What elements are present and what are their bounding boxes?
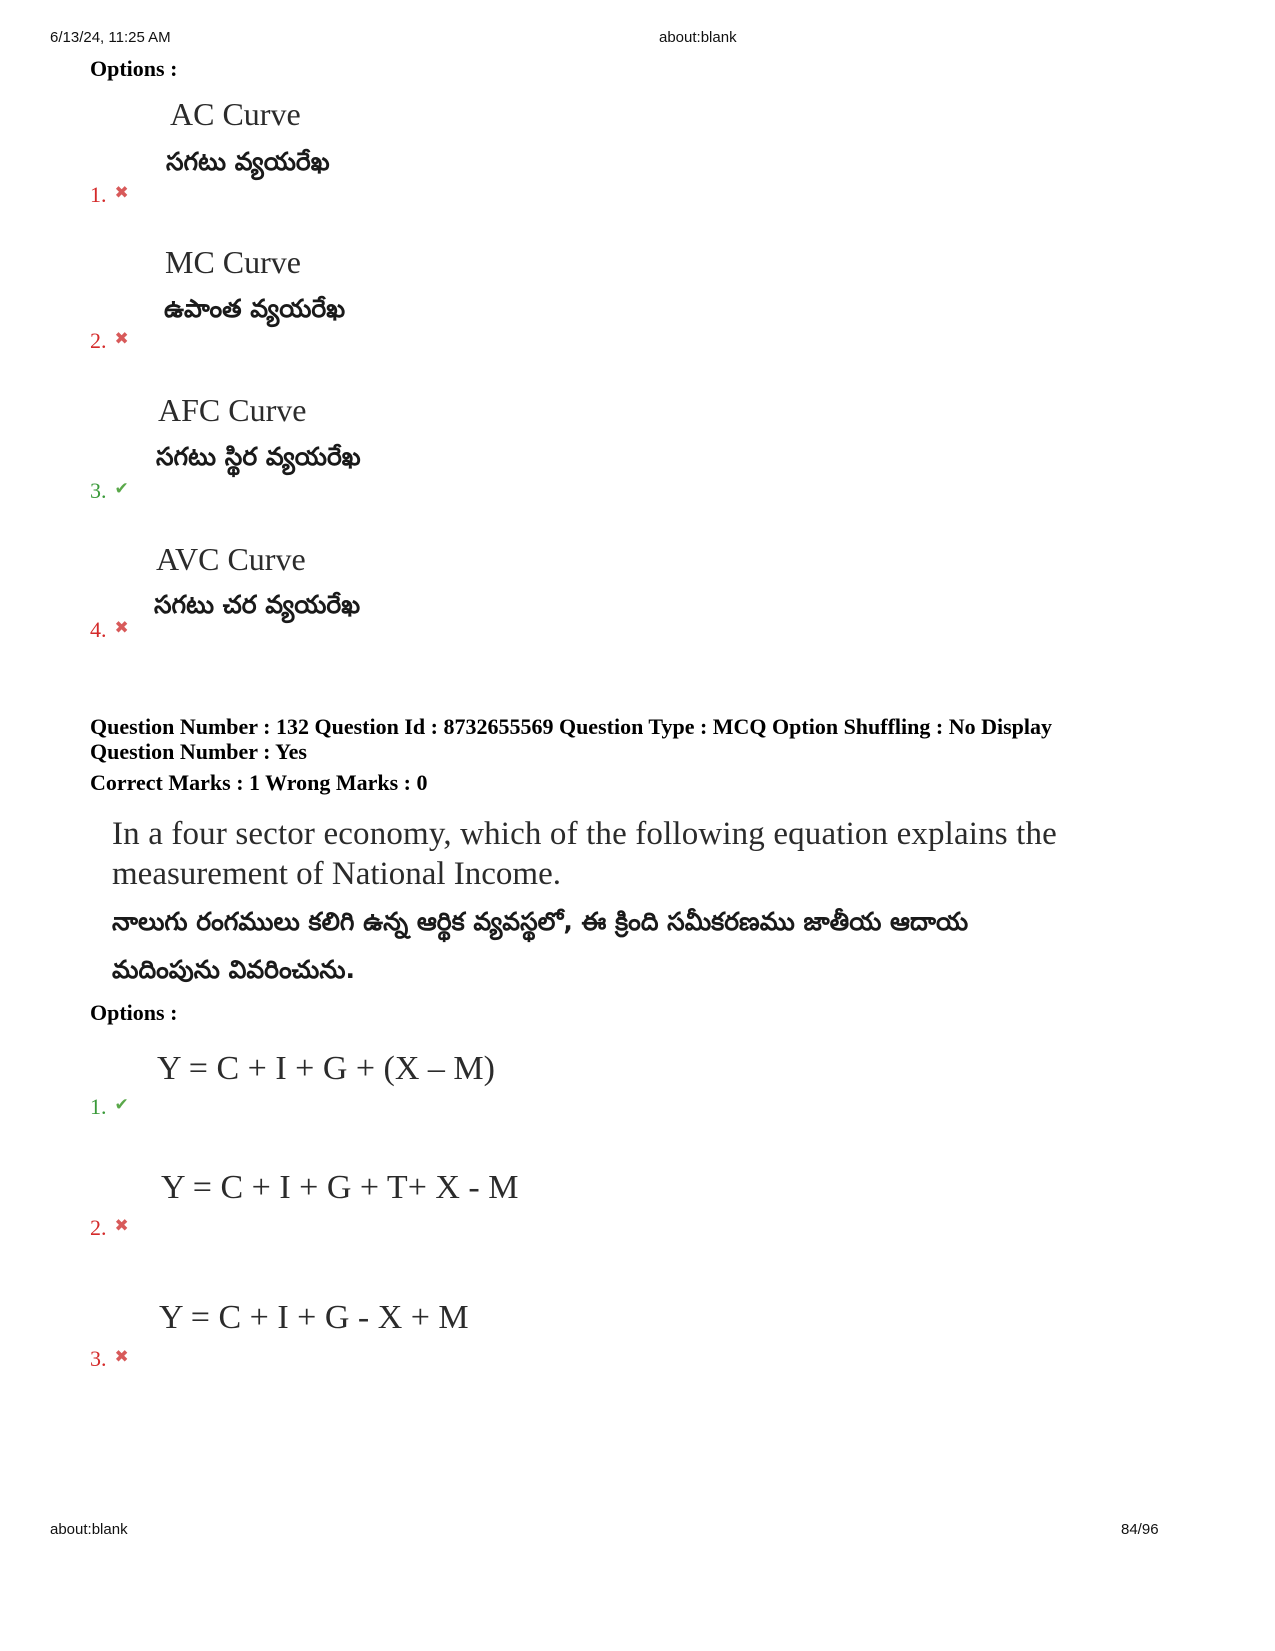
- wrong-icon: ✖: [114, 1216, 129, 1236]
- question-text-en-line2: measurement of National Income.: [112, 856, 561, 892]
- option-4-english: AVC Curve: [156, 541, 306, 577]
- option-1-telugu: సగటు వ్యయరేఖ: [166, 147, 330, 176]
- question-meta-line2: Question Number : Yes: [90, 739, 307, 764]
- options-label: Options :: [90, 1000, 178, 1025]
- option-3-english: AFC Curve: [158, 392, 307, 428]
- option-4-telugu: సగటు చర వ్యయరేఖ: [154, 590, 361, 619]
- print-page-number: 84/96: [1121, 1521, 1159, 1538]
- question-marks: Correct Marks : 1 Wrong Marks : 0: [90, 770, 428, 795]
- question-text-en-line1: In a four sector economy, which of the following equation explains the: [112, 816, 1057, 852]
- question-meta-line1: Question Number : 132 Question Id : 8732655569 Question Type : MCQ Option Shuffling : No Display: [90, 714, 1053, 739]
- options-label: Options :: [90, 56, 178, 81]
- q-option-1-number: 1. ✔: [90, 1094, 129, 1119]
- option-2-telugu: ఉపాంత వ్యయరేఖ: [164, 294, 346, 323]
- question-text-te-line2: మదింపును వివరించును.: [112, 955, 356, 984]
- option-3-telugu: సగటు స్థిర వ్యయరేఖ: [156, 442, 361, 471]
- option-4-number: 4. ✖: [90, 617, 129, 642]
- option-1-english: AC Curve: [170, 96, 301, 132]
- q-option-2-formula: Y = C + I + G + T+ X - M: [161, 1169, 519, 1206]
- q-option-3-number: 3. ✖: [90, 1346, 129, 1371]
- wrong-icon: ✖: [114, 1347, 129, 1367]
- option-2-english: MC Curve: [165, 244, 301, 280]
- check-icon: ✔: [114, 479, 129, 499]
- question-text-te-line1: నాలుగు రంగములు కలిగి ఉన్న ఆర్థిక వ్యవస్థలో, ఈ క్రింది సమీకరణము జాతీయ ఆదాయ: [112, 907, 969, 936]
- q-option-2-number: 2. ✖: [90, 1215, 129, 1240]
- print-footer-url: about:blank: [50, 1521, 128, 1538]
- wrong-icon: ✖: [114, 329, 129, 349]
- q-option-1-formula: Y = C + I + G + (X – M): [157, 1050, 495, 1087]
- option-3-number: 3. ✔: [90, 478, 129, 503]
- print-title: about:blank: [659, 29, 737, 46]
- option-1-number: 1. ✖: [90, 182, 129, 207]
- q-option-3-formula: Y = C + I + G - X + M: [159, 1299, 469, 1336]
- wrong-icon: ✖: [114, 618, 129, 638]
- option-2-number: 2. ✖: [90, 328, 129, 353]
- wrong-icon: ✖: [114, 183, 129, 203]
- check-icon: ✔: [114, 1095, 129, 1115]
- print-datetime: 6/13/24, 11:25 AM: [50, 29, 171, 46]
